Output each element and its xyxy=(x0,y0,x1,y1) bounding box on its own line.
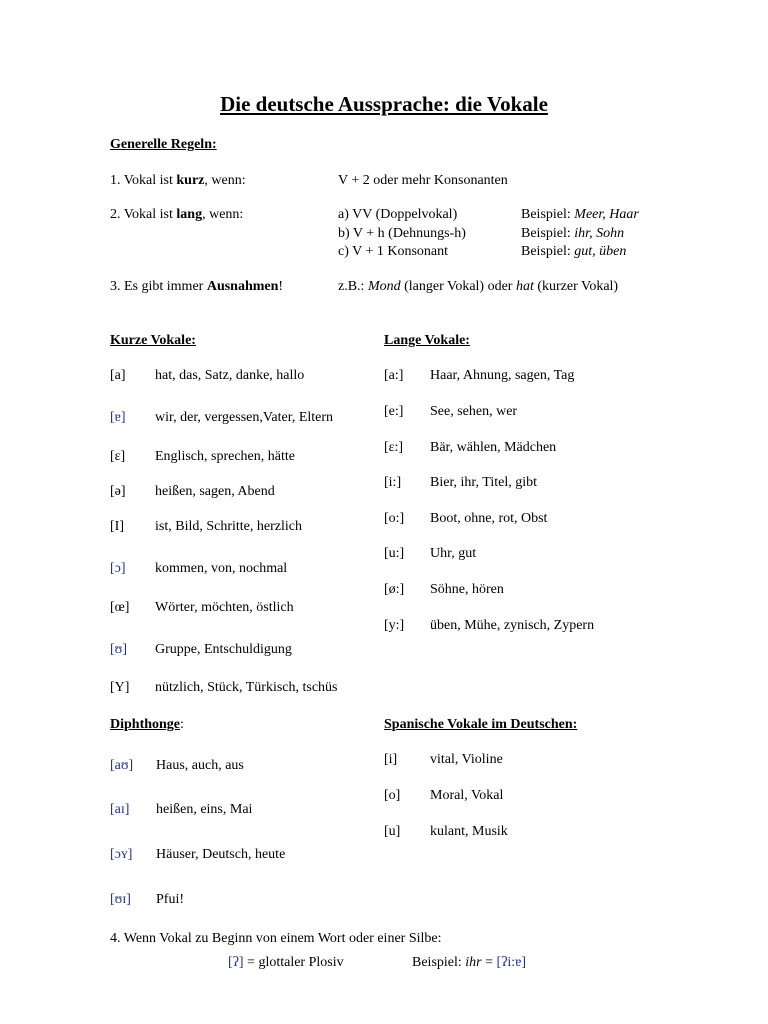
rule-3-example: z.B.: Mond (langer Vokal) oder hat (kurzer Vokal) xyxy=(338,279,619,294)
diphthong-heading: Diphthonge: xyxy=(110,717,184,732)
long-ipa: [a:] xyxy=(384,368,404,383)
long-ipa: [ɛ:] xyxy=(384,440,404,455)
long-examples: Uhr, gut xyxy=(430,546,477,561)
diph-ipa: [aʊ] xyxy=(110,758,134,773)
long-vowels-heading: Lange Vokale: xyxy=(384,333,470,348)
short-vowels-heading: Kurze Vokale: xyxy=(110,333,196,348)
rule-2b: b) V + h (Dehnungs-h) xyxy=(338,226,466,241)
long-ipa: [ø:] xyxy=(384,582,405,597)
spanish-examples: vital, Violine xyxy=(430,752,503,767)
spanish-ipa: [o] xyxy=(384,788,401,803)
short-examples: Gruppe, Entschuldigung xyxy=(155,642,292,657)
long-ipa: [i:] xyxy=(384,475,402,490)
glottal-stop-line: [ʔ] = glottaler Plosiv xyxy=(228,955,344,970)
rule-1-label: 1. Vokal ist kurz, wenn: xyxy=(110,173,246,188)
diph-ipa: [ʊɪ] xyxy=(110,892,131,907)
short-examples: hat, das, Satz, danke, hallo xyxy=(155,368,305,383)
rule-3-label: 3. Es gibt immer Ausnahmen! xyxy=(110,279,284,294)
short-examples: Wörter, möchten, östlich xyxy=(155,600,294,615)
short-examples: heißen, sagen, Abend xyxy=(155,484,275,499)
rule-2c: c) V + 1 Konsonant xyxy=(338,244,449,259)
short-ipa: [ə] xyxy=(110,484,126,499)
glottal-stop-ipa: [ʔ] xyxy=(228,955,244,970)
diph-ipa: [ɔʏ] xyxy=(110,847,133,862)
diph-examples: Häuser, Deutsch, heute xyxy=(156,847,286,862)
long-examples: Bier, ihr, Titel, gibt xyxy=(430,475,538,490)
short-examples: ist, Bild, Schritte, herzlich xyxy=(155,519,302,534)
rules-heading: Generelle Regeln: xyxy=(110,137,217,152)
diph-examples: Pfui! xyxy=(156,892,184,907)
long-examples: Boot, ohne, rot, Obst xyxy=(430,511,548,526)
spanish-vowels-heading: Spanische Vokale im Deutschen: xyxy=(384,717,578,732)
rule-2-label: 2. Vokal ist lang, wenn: xyxy=(110,207,244,222)
short-examples: Englisch, sprechen, hätte xyxy=(155,449,295,464)
spanish-examples: Moral, Vokal xyxy=(430,788,504,803)
long-examples: Haar, Ahnung, sagen, Tag xyxy=(430,368,575,383)
long-ipa: [o:] xyxy=(384,511,405,526)
short-ipa: [a] xyxy=(110,368,126,383)
short-ipa: [ʊ] xyxy=(110,642,128,657)
rule-2c-example: Beispiel: gut, üben xyxy=(521,244,627,259)
diph-examples: heißen, eins, Mai xyxy=(156,802,253,817)
spanish-ipa: [i] xyxy=(384,752,398,767)
short-ipa: [ɔ] xyxy=(110,561,126,576)
short-examples: wir, der, vergessen,Vater, Eltern xyxy=(155,410,334,425)
rule-2b-example: Beispiel: ihr, Sohn xyxy=(521,226,625,241)
long-examples: üben, Mühe, zynisch, Zypern xyxy=(430,618,595,633)
short-examples: nützlich, Stück, Türkisch, tschüs xyxy=(155,680,338,695)
diph-ipa: [aɪ] xyxy=(110,802,130,817)
page-title: Die deutsche Aussprache: die Vokale xyxy=(220,92,548,116)
short-ipa: [ɛ] xyxy=(110,449,126,464)
rule-2a: a) VV (Doppelvokal) xyxy=(338,207,458,222)
diph-examples: Haus, auch, aus xyxy=(156,758,244,773)
spanish-ipa: [u] xyxy=(384,824,401,839)
rule-1-condition: V + 2 oder mehr Konsonanten xyxy=(338,173,508,188)
short-ipa: [ɐ] xyxy=(110,410,126,425)
short-ipa: [I] xyxy=(110,519,124,534)
short-ipa: [œ] xyxy=(110,600,130,615)
short-ipa: [Y] xyxy=(110,680,130,695)
long-ipa: [u:] xyxy=(384,546,405,561)
long-examples: Bär, wählen, Mädchen xyxy=(430,440,557,455)
long-examples: See, sehen, wer xyxy=(430,404,518,419)
long-examples: Söhne, hören xyxy=(430,582,504,597)
rule-2a-example: Beispiel: Meer, Haar xyxy=(521,207,639,222)
long-ipa: [y:] xyxy=(384,618,405,633)
rule-4-text: 4. Wenn Vokal zu Beginn von einem Wort oder einer Silbe: xyxy=(110,931,442,946)
spanish-examples: kulant, Musik xyxy=(430,824,508,839)
glottal-stop-example: Beispiel: ihr = [ʔi:ɐ] xyxy=(412,955,527,970)
long-ipa: [e:] xyxy=(384,404,404,419)
short-examples: kommen, von, nochmal xyxy=(155,561,288,576)
